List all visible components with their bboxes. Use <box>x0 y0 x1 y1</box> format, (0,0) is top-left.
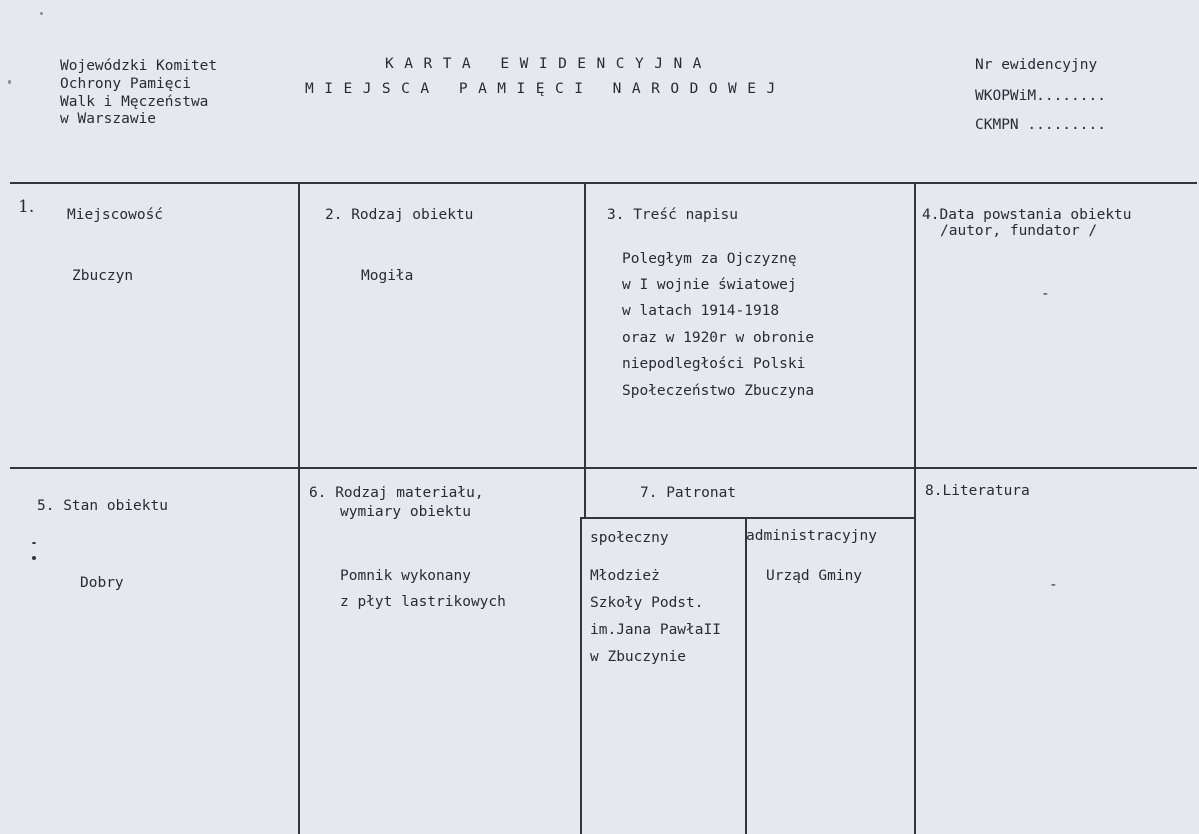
patronage-divider <box>745 517 747 834</box>
inscription-line: oraz w 1920r w obronie <box>622 330 815 346</box>
registry-number-label: Nr ewidencyjny <box>975 57 1098 73</box>
institution-line-1: Wojewódzki Komitet <box>60 58 218 74</box>
inscription-line: Poległym za Ojczyznę <box>622 251 797 267</box>
field-6-label-line-2: wymiary obiektu <box>340 504 471 520</box>
table-top-rule <box>10 182 1197 184</box>
field-6-value-line-1: Pomnik wykonany <box>340 568 471 584</box>
field-5-label: 5. Stan obiektu <box>37 498 168 514</box>
paper-speck <box>32 556 36 560</box>
institution-line-3: Walk i Męczeństwa <box>60 94 209 110</box>
field-4-value: - <box>1041 286 1050 302</box>
field-1-label: Miejscowość <box>67 207 164 223</box>
field-2-label: 2. Rodzaj obiektu <box>325 207 474 223</box>
inscription-line: niepodległości Polski <box>622 356 806 372</box>
column-divider-2-upper <box>584 182 586 517</box>
inscription-line: w I wojnie światowej <box>622 277 797 293</box>
field-1-number: 1. <box>18 197 35 217</box>
field-3-label: 3. Treść napisu <box>607 207 738 223</box>
patronage-social-line: w Zbuczynie <box>590 649 687 665</box>
field-6-value-line-2: z płyt lastrikowych <box>340 594 506 610</box>
field-8-label: 8.Literatura <box>925 483 1030 499</box>
patronage-sub-rule <box>580 517 914 519</box>
paper-speck <box>40 12 43 15</box>
patronage-admin-value: Urząd Gminy <box>766 568 863 584</box>
field-6-label-line-1: 6. Rodzaj materiału, <box>309 485 484 501</box>
inscription-line: Społeczeństwo Zbuczyna <box>622 383 815 399</box>
patronage-social-label: społeczny <box>590 530 669 546</box>
table-middle-rule <box>10 467 1197 469</box>
patronage-social-line: Szkoły Podst. <box>590 595 704 611</box>
institution-line-4: w Warszawie <box>60 111 157 127</box>
card-title: KARTA EWIDENCYJNA <box>385 56 712 72</box>
paper-speck <box>32 542 36 544</box>
field-2-value: Mogiła <box>361 268 414 284</box>
field-1-value: Zbuczyn <box>72 268 134 284</box>
patronage-social-line: im.Jana PawłaII <box>590 622 721 638</box>
card-subtitle: MIEJSCA PAMIĘCI NARODOWEJ <box>305 81 786 97</box>
field-7-label: 7. Patronat <box>640 485 737 501</box>
column-divider-2-lower <box>580 517 582 834</box>
column-divider-3 <box>914 182 916 834</box>
inscription-line: w latach 1914-1918 <box>622 303 780 319</box>
patronage-social-line: Młodzież <box>590 568 660 584</box>
column-divider-1 <box>298 182 300 834</box>
registry-ckmpn: CKMPN ......... <box>975 117 1106 133</box>
registry-wkopwim: WKOPWiM........ <box>975 88 1106 104</box>
field-4-label-line-1: 4.Data powstania obiektu <box>922 207 1132 223</box>
field-8-value: - <box>1049 577 1058 593</box>
patronage-admin-label: administracyjny <box>746 528 877 544</box>
field-4-label-line-2: /autor, fundator / <box>940 223 1098 239</box>
paper-speck <box>8 80 11 84</box>
institution-line-2: Ochrony Pamięci <box>60 76 191 92</box>
field-5-value: Dobry <box>80 575 124 591</box>
